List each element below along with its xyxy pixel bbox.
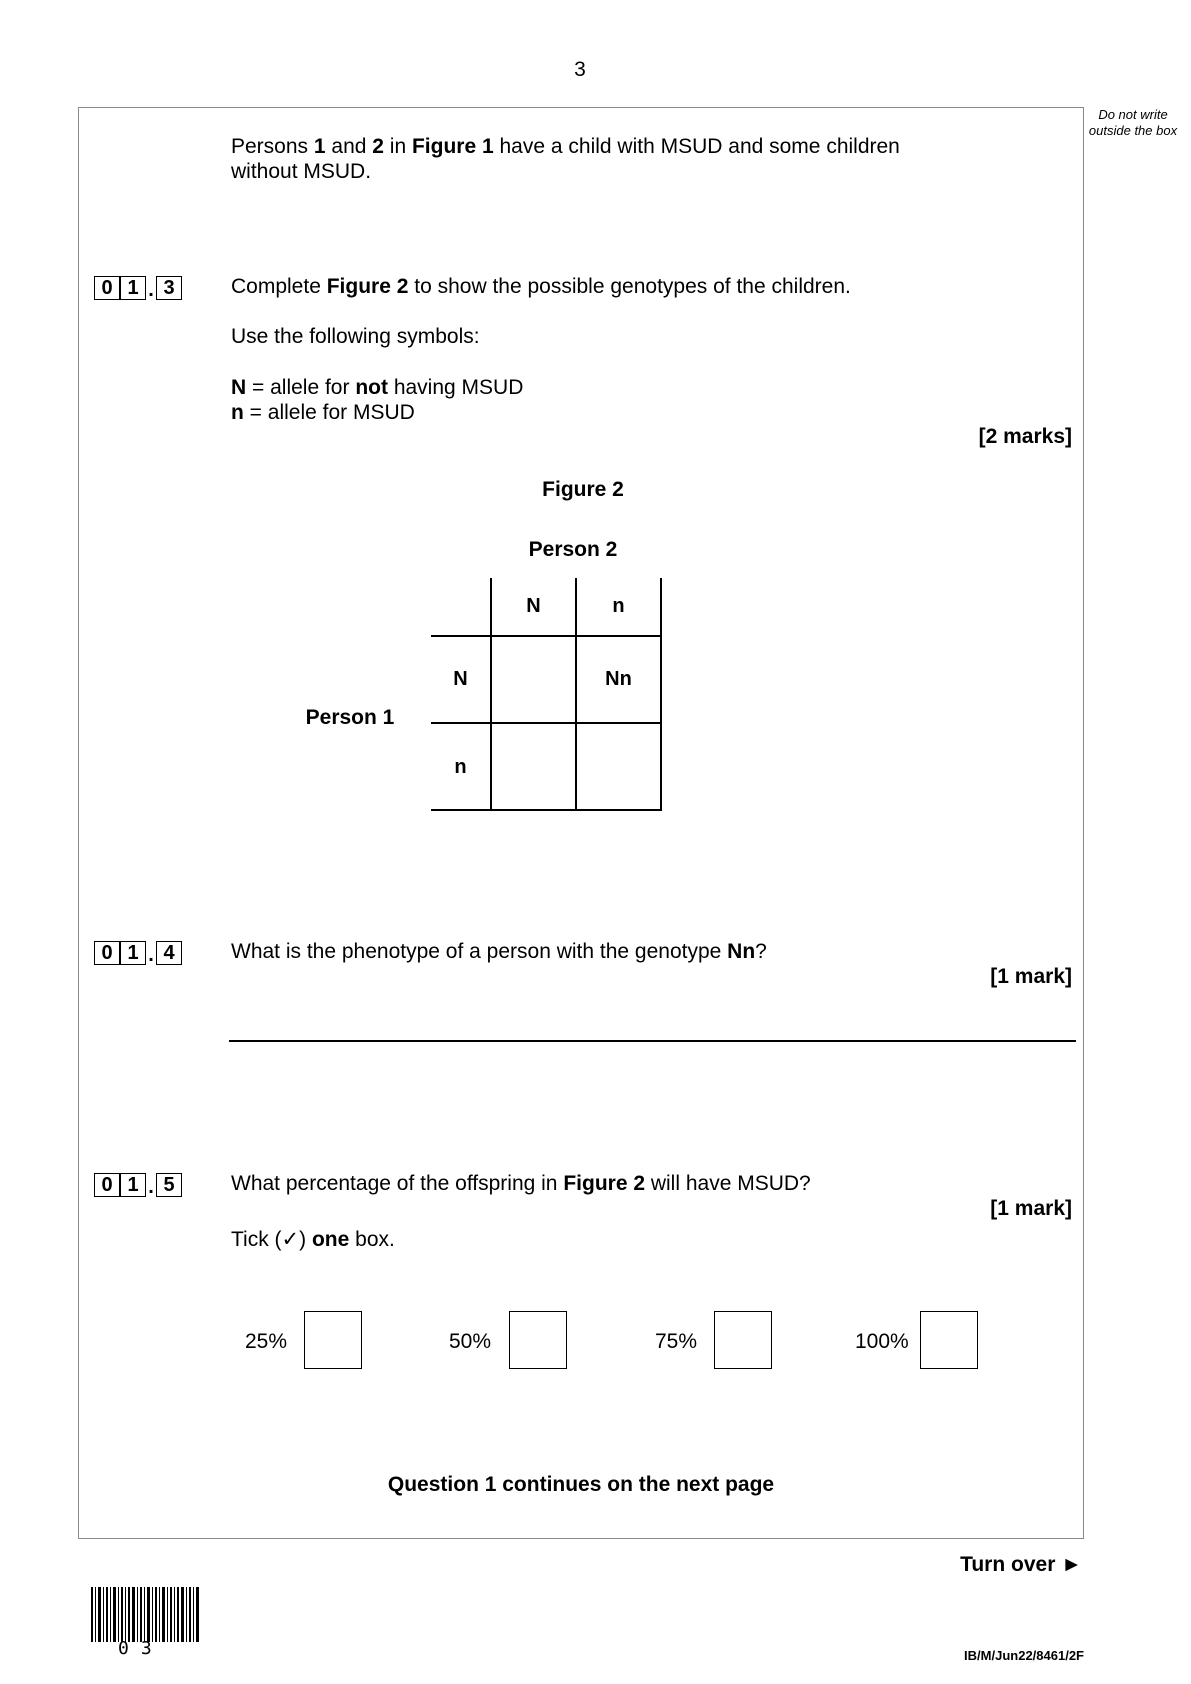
barcode-icon [90,1587,200,1642]
row-header-n: n [454,756,467,778]
option-25-tickbox[interactable] [304,1311,362,1369]
option-25-label: 25% [245,1330,288,1353]
option-100-label: 100% [855,1330,909,1353]
option-75-tickbox[interactable] [714,1311,772,1369]
question-01-3-text: Complete Figure 2 to show the possible genotypes of the children. [231,275,851,298]
question-number-01-4: 0 1 . 4 [94,941,182,965]
question-number-01-3: 0 1 . 3 [94,276,182,300]
intro-text: Persons 1 and 2 in Figure 1 have a child with MSUD and some children without MSUD. [231,135,900,183]
person-1-label: Person 1 [305,706,395,729]
marks-01-5: [1 mark] [990,1197,1072,1220]
figure-2-title: Figure 2 [542,478,624,501]
turn-over: Turn over ► [960,1553,1082,1576]
column-header-n: n [612,595,625,617]
option-50-tickbox[interactable] [509,1311,567,1369]
question-number-01-5: 0 1 . 5 [94,1173,182,1197]
option-50-label: 50% [449,1330,492,1353]
punnett-square [431,578,663,811]
question-01-4-text: What is the phenotype of a person with the genotype Nn? [231,940,767,963]
person-2-label: Person 2 [528,538,618,561]
symbol-definitions: N = allele for not having MSUD n = allele for MSUD [231,376,524,424]
barcode-number: 03 [118,1638,164,1659]
punnett-cell-Nn[interactable]: Nn [605,668,632,690]
paper-reference: IB/M/Jun22/8461/2F [964,1648,1084,1663]
marks-01-4: [1 mark] [990,965,1072,988]
answer-line-01-4[interactable] [229,1040,1076,1042]
option-75-label: 75% [655,1330,698,1353]
column-header-N: N [526,595,541,617]
row-header-N: N [453,668,468,690]
option-100-tickbox[interactable] [920,1311,978,1369]
question-01-5-text: What percentage of the offspring in Figure 2 will have MSUD? [231,1172,811,1195]
continues-note: Question 1 continues on the next page [387,1473,775,1496]
margin-note: Do not write outside the box [1088,107,1178,138]
use-symbols-text: Use the following symbols: [231,325,480,348]
tick-instruction: Tick (✓) one box. [231,1228,395,1251]
page-number: 3 [574,58,586,81]
marks-01-3: [2 marks] [978,425,1072,448]
